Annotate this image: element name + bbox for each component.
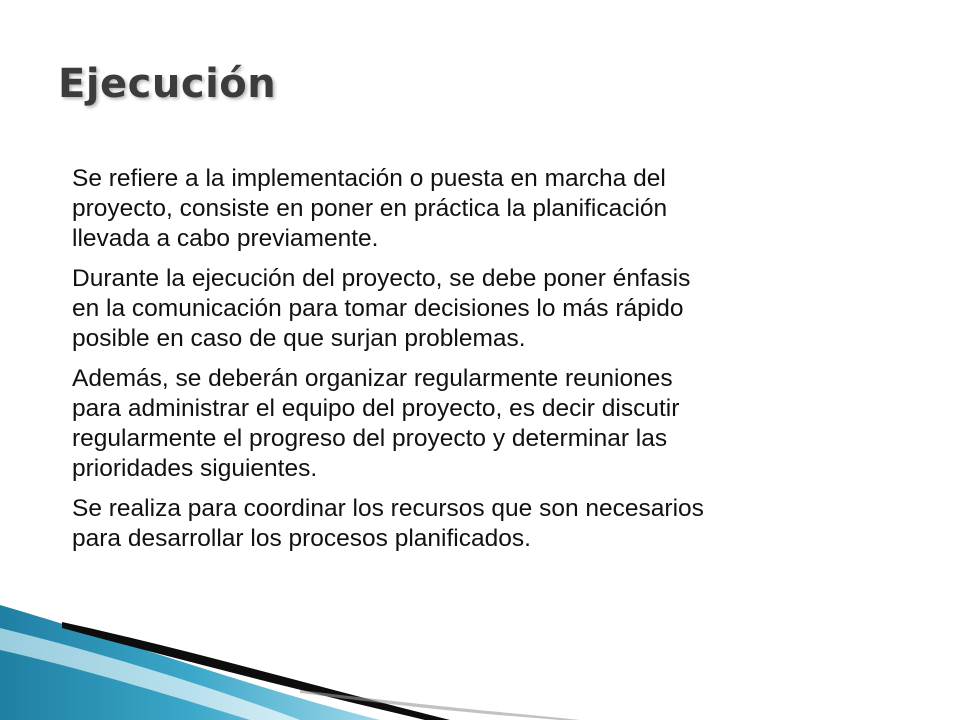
text-line: llevada a cabo previamente.: [72, 225, 379, 252]
paragraph-resources: [72, 494, 862, 554]
text-line: prioridades siguientes.: [72, 455, 318, 482]
wave-light-band: [0, 628, 300, 720]
wave-teal-band: [0, 605, 380, 720]
text-line: posible en caso de que surjan problemas.: [72, 325, 526, 352]
wave-dark-stroke: [62, 622, 450, 720]
text-line: en la comunicación para tomar decisiones lo más rápido: [72, 295, 684, 322]
text-line: Durante la ejecución del proyecto, se debe poner énfasis: [72, 265, 691, 292]
text-line: Además, se deberán organizar regularmente reuniones: [72, 365, 673, 392]
paragraph-meetings: [72, 364, 862, 484]
text-line: Se realiza para coordinar los recursos que son necesarios: [72, 495, 704, 522]
text-line: proyecto, consiste en poner en práctica la planificación: [72, 195, 668, 222]
paragraph-communication: [72, 264, 862, 354]
text-line: para desarrollar los procesos planificados.: [72, 525, 531, 552]
paragraph-implementation: [72, 164, 862, 254]
body-text: [72, 164, 862, 564]
wave-grey-tail: [300, 690, 580, 720]
text-line: regularmente el progreso del proyecto y determinar las: [72, 425, 668, 452]
text-line: para administrar el equipo del proyecto, es decir discutir: [72, 395, 680, 422]
text-line: Se refiere a la implementación o puesta en marcha del: [72, 165, 666, 192]
slide-title: Ejecución: [58, 61, 277, 107]
